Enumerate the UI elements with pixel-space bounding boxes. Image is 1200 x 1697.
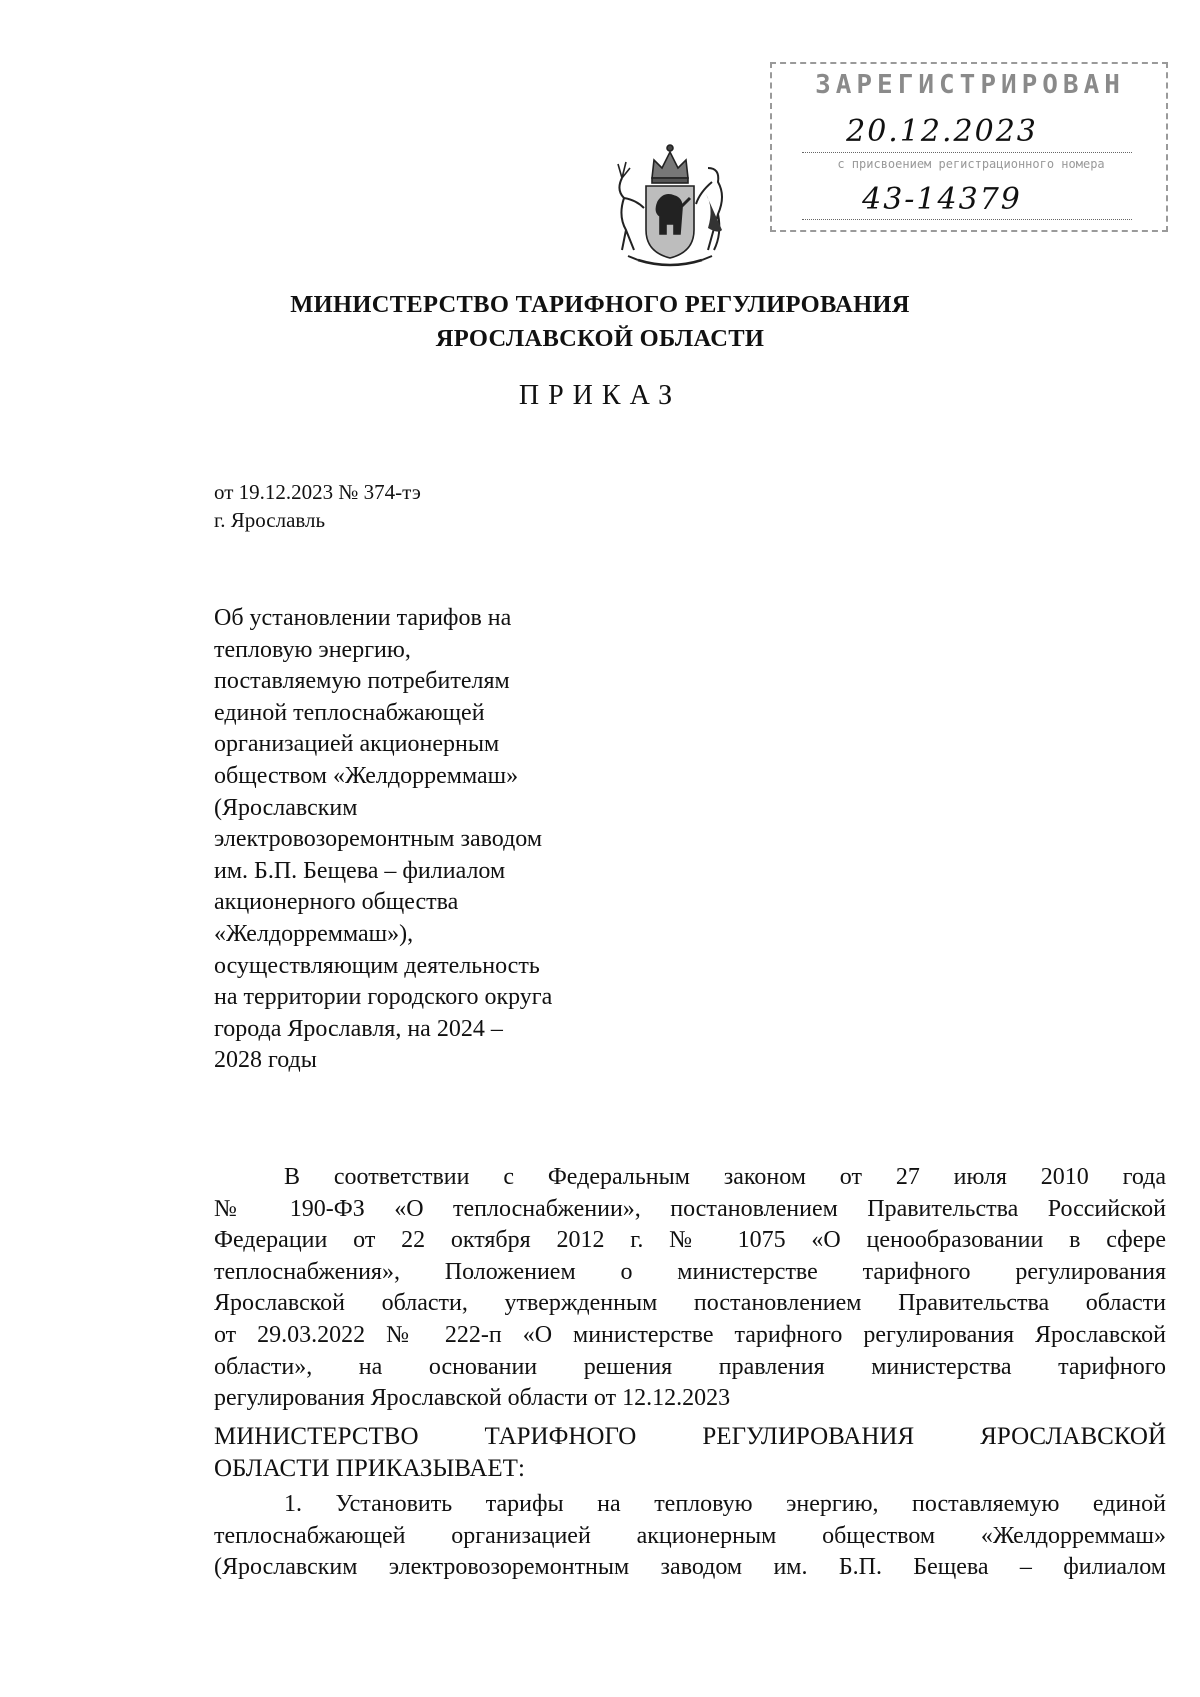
stamp-registration-number: 43-14379	[862, 182, 1022, 217]
subject-line: города Ярославля, на 2024 –	[214, 1015, 503, 1042]
coat-of-arms-icon	[608, 138, 732, 272]
item-line: (Ярославским электровозоремонтным заводом им. Б.П. Бещева – филиалом	[214, 1554, 1166, 1581]
ministry-name	[150, 288, 1050, 356]
preamble-line: Федерации от 22 октября 2012 г. № 1075 «О ценообразовании в сфере	[214, 1227, 1166, 1254]
resolution-line: ОБЛАСТИ ПРИКАЗЫВАЕТ:	[214, 1454, 525, 1482]
subject-line: 2028 годы	[214, 1047, 317, 1074]
item-line: теплоснабжающей организацией акционерным обществом «Желдорреммаш»	[214, 1522, 1166, 1549]
subject-line: организацией акционерным	[214, 731, 500, 758]
stamp-date: 20.12.2023	[846, 114, 1038, 149]
preamble-line: теплоснабжения», Положением о министерстве тарифного регулирования	[214, 1258, 1166, 1285]
subject-line: «Желдорреммаш»),	[214, 920, 414, 947]
order-subject	[214, 603, 634, 1077]
subject-line: электровозоремонтным заводом	[214, 826, 543, 853]
preamble-line: от 29.03.2022 № 222-п «О министерстве тарифного регулирования Ярославской	[214, 1321, 1166, 1348]
subject-line: единой теплоснабжающей	[214, 699, 485, 726]
preamble-line: Ярославской области, утвержденным постановлением Правительства области	[214, 1290, 1166, 1317]
order-details	[214, 478, 421, 534]
subject-line: акционерного общества	[214, 889, 459, 916]
stamp-subtitle: с присвоением регистрационного номера	[837, 157, 1105, 171]
order-date-number: от 19.12.2023 № 374-тэ	[214, 480, 421, 504]
document-type-title: ПРИКАЗ	[518, 380, 682, 411]
preamble-paragraph	[214, 1162, 1166, 1415]
subject-line: Об установлении тарифов на	[214, 605, 512, 631]
subject-line: осуществляющим деятельность	[214, 952, 540, 979]
subject-line: поставляемую потребителям	[214, 668, 510, 695]
stamp-divider	[802, 219, 1132, 220]
resolution-line: МИНИСТЕРСТВО ТАРИФНОГО РЕГУЛИРОВАНИЯ ЯРОСЛАВСКОЙ	[214, 1423, 1166, 1450]
resolution-statement	[214, 1421, 1166, 1484]
stamp-divider	[802, 152, 1132, 153]
ministry-name-line: МИНИСТЕРСТВО ТАРИФНОГО РЕГУЛИРОВАНИЯ	[290, 291, 910, 318]
order-item-1	[214, 1489, 1166, 1584]
subject-line: обществом «Желдорреммаш»	[214, 762, 519, 789]
subject-line: (Ярославским	[214, 794, 358, 821]
preamble-line: области», на основании решения правления министерства тарифного	[214, 1353, 1166, 1380]
ministry-name-line: ЯРОСЛАВСКОЙ ОБЛАСТИ	[435, 325, 765, 352]
subject-line: тепловую энергию,	[214, 636, 411, 663]
subject-line: на территории городского округа	[214, 984, 553, 1011]
subject-line: им. Б.П. Бещева – филиалом	[214, 857, 506, 884]
item-line: 1. Установить тарифы на тепловую энергию, поставляемую единой	[284, 1491, 1166, 1517]
registration-stamp	[770, 62, 1168, 232]
preamble-line: В соответствии с Федеральным законом от 27 июля 2010 года	[284, 1164, 1166, 1190]
preamble-line: регулирования Ярославской области от 12.12.2023	[214, 1385, 731, 1412]
order-city: г. Ярославль	[214, 508, 326, 532]
stamp-title: ЗАРЕГИСТРИРОВАН	[815, 70, 1125, 100]
preamble-line: № 190-ФЗ «О теплоснабжении», постановлением Правительства Российской	[214, 1195, 1166, 1222]
